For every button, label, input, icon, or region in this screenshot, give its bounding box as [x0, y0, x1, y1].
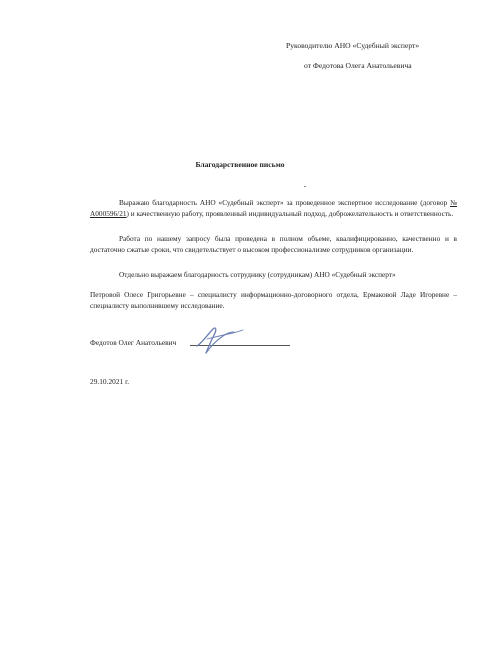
signatory-name: Федотов Олег Анатольевич: [90, 338, 177, 347]
addressee-line-2: от Федотова Олега Анатольевича: [304, 61, 412, 70]
paragraph-staff-names: Петровой Олесе Григорьевне – специалисту информационно-договорного отдела, Ермаковой Ладе Игоревне – специалисту выполнившему исследование.: [90, 290, 457, 310]
paragraph-gratitude-end: ) и качественную работу, проявленный индивидуальный подход, доброжелательность и ответственность.: [126, 208, 454, 218]
paragraph-gratitude: [90, 198, 457, 219]
addressee-line-1: Руководителю АНО «Судебный эксперт»: [286, 41, 420, 50]
letter-title: Благодарственное письмо: [195, 160, 285, 169]
scan-speck: [304, 186, 306, 187]
letter-date: 29.10.2021 г.: [90, 377, 130, 386]
handwritten-signature: [193, 322, 245, 356]
paragraph-work-quality: Работа по нашему запросу была проведена в полном объеме, квалифицированно, качественно и в достаточно сжатые сроки, что свидетельствует о высоком профессионализме сотрудников организации.: [90, 234, 457, 254]
paragraph-gratitude-start: Выражаю благодарность АНО «Судебный эксперт» за проведенное экспертное исследование (договор: [119, 198, 451, 207]
contract-number: № А000596/21: [90, 198, 457, 218]
paragraph-staff-thanks: Отдельно выражаем благодарность сотруднику (сотрудникам) АНО «Судебный эксперт»: [119, 270, 396, 279]
